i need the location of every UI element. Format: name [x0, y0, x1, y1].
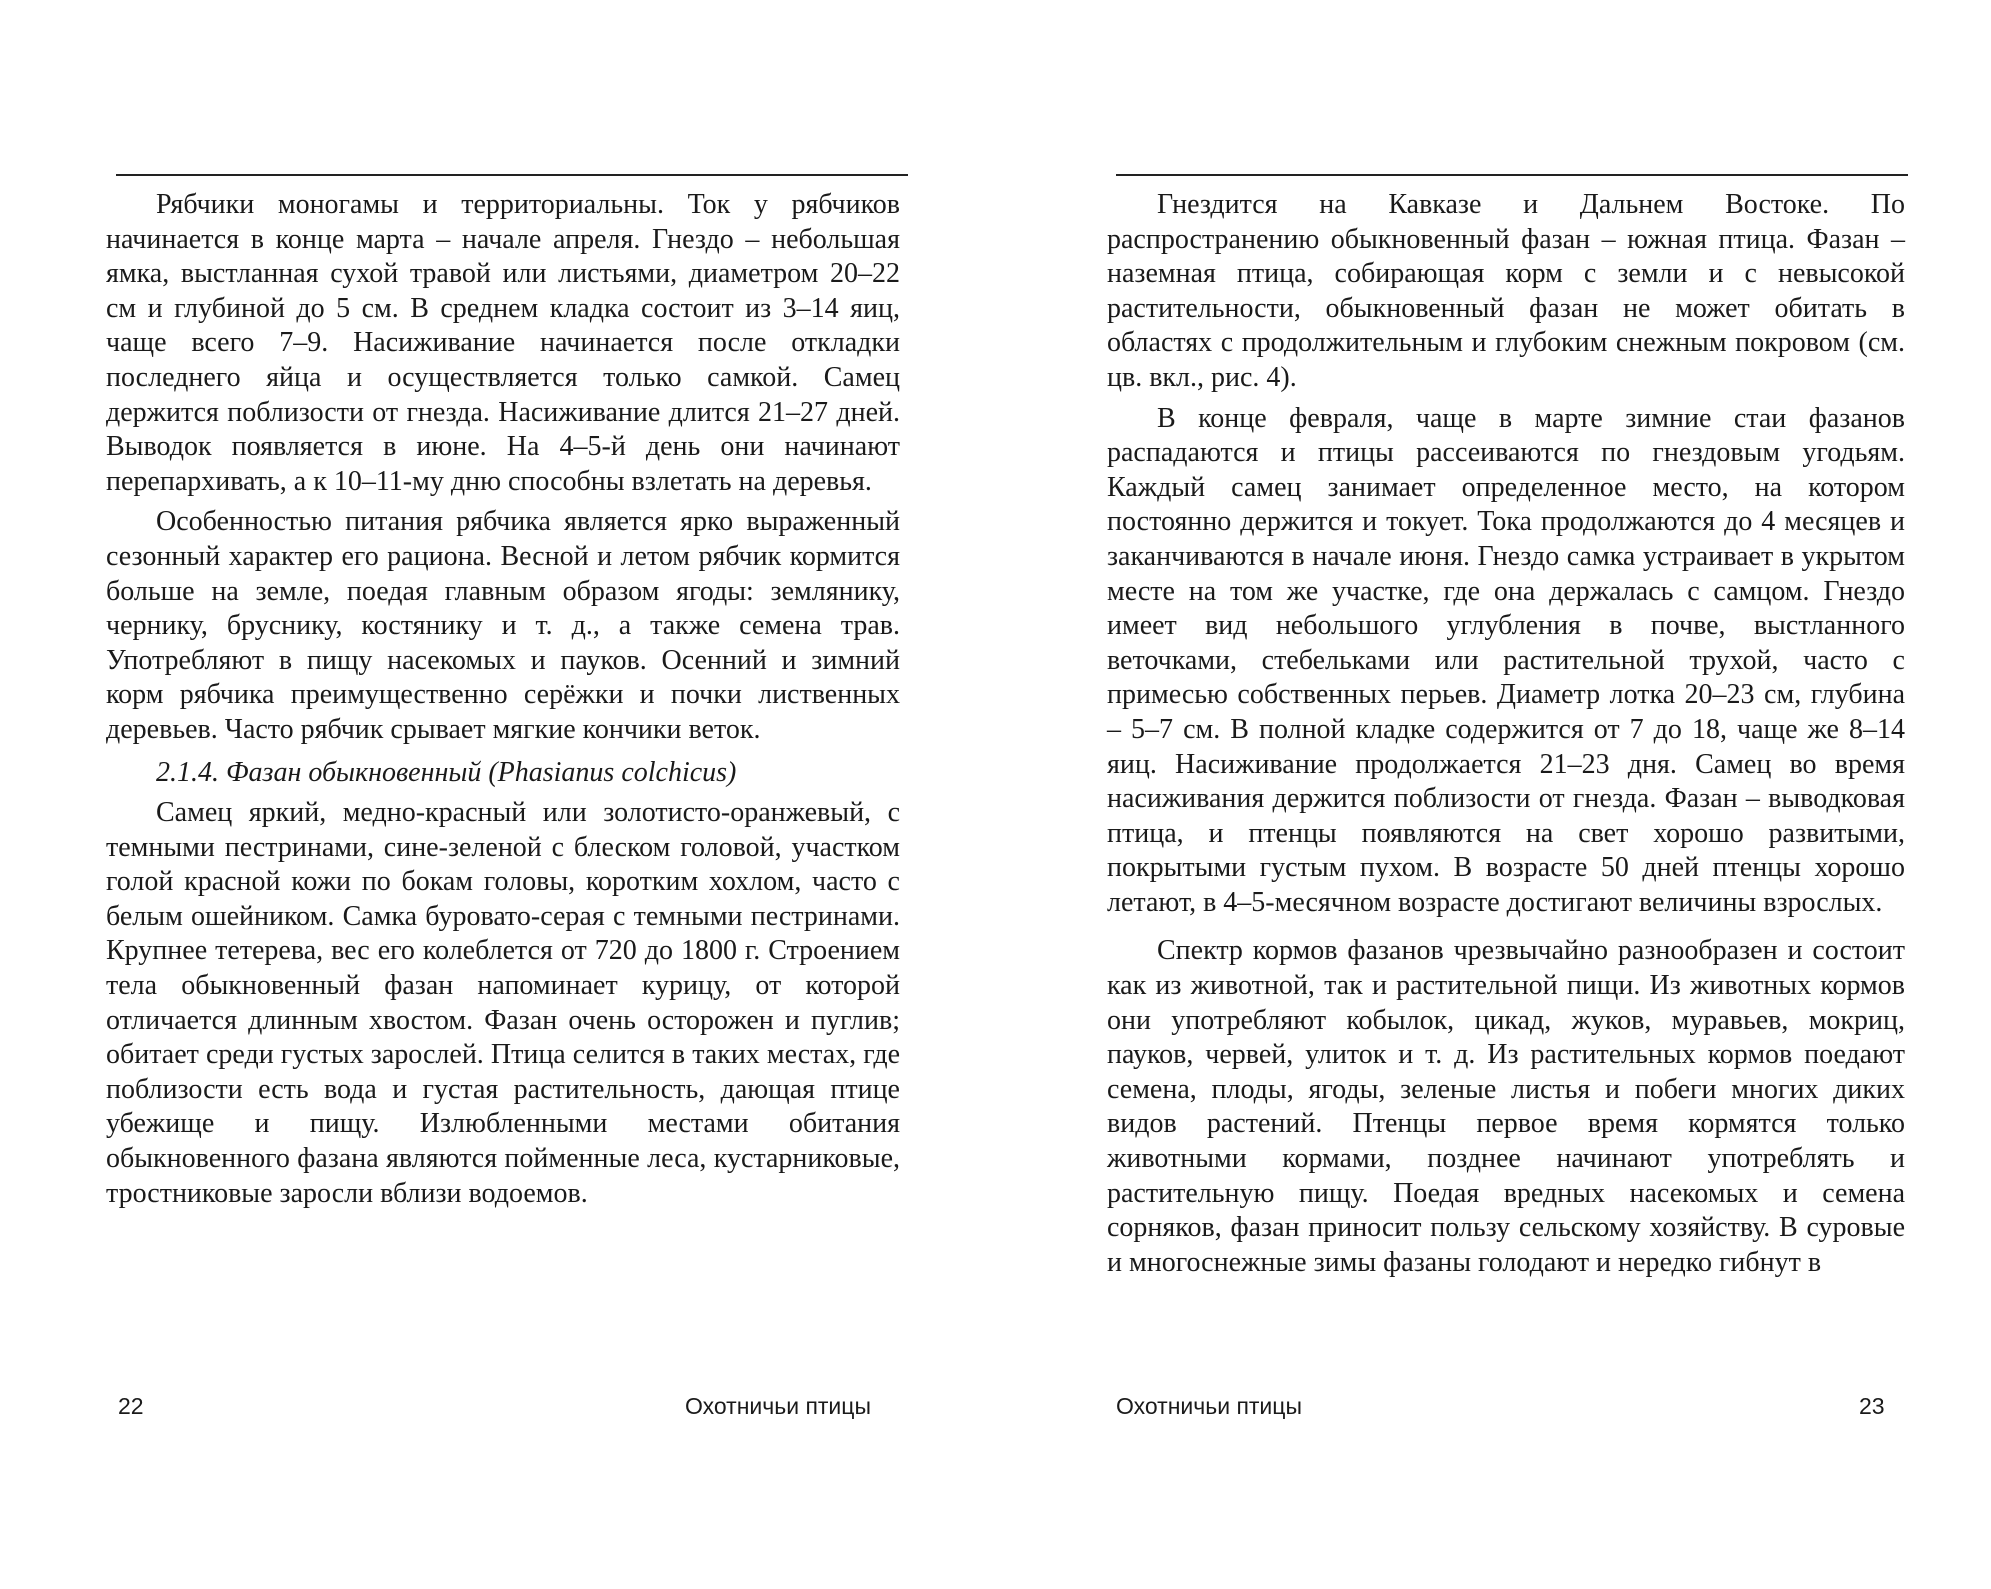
page-number: 22	[118, 1393, 144, 1419]
page-number: 23	[1859, 1393, 1885, 1419]
right-page	[995, 0, 1991, 1589]
left-page	[0, 0, 995, 1589]
top-rule	[1116, 174, 1908, 176]
right-page-text	[1107, 188, 1905, 1280]
left-page-text	[106, 188, 900, 1211]
running-head: Охотничьи птицы	[685, 1393, 871, 1419]
paragraph: В конце февраля, чаще в марте зимние стаи фазанов распадаются и птицы рассеиваются по гнездовым угодьям. Каждый самец занимает определенное место, на котором постоянно держится и токует. Тока продолжаются до 4 месяцев и заканчиваются в начале июня. Гнездо самка устраивает в укрытом месте на том же участке, где она держалась с самцом. Гнездо имеет вид небольшого углубления в почве, выстланного веточками, стебельками или растительной трухой, часто с примесью собственных перьев. Диаметр лотка 20–23 см, глубина – 5–7 см. В полной кладке содержится от 7 до 18, чаще же 8–14 яиц. Насиживание продолжается 21–23 дня. Самец во время насиживания держится поблизости от гнезда. Фазан – выводковая птица, и птенцы появляются на свет хорошо развитыми, покрытыми густым пухом. В возрасте 50 дней птенцы хорошо летают, в 4–5-месячном возрасте достигают величины взрослых.	[1107, 402, 1905, 918]
section-heading: 2.1.4. Фазан обыкновенный (Phasianus colchicus)	[156, 756, 737, 788]
paragraph: Рябчики моногамы и территориальны. Ток у рябчиков начинается в конце марта – начале апреля. Гнездо – небольшая ямка, выстланная сухой травой или листьями, диаметром 20–22 см и глубиной до 5 см. В среднем кладка состоит из 3–14 яиц, чаще всего 7–9. Насиживание начинается после откладки последнего яйца и осуществляется только самкой. Самец держится поблизости от гнезда. Насиживание длится 21–27 дней. Выводок появляется в июне. На 4–5-й день они начинают перепархивать, а к 10–11-му дню способны взлетать на деревья.	[106, 189, 900, 497]
paragraph: Особенностью питания рябчика является ярко выраженный сезонный характер его рациона. Весной и летом рябчик кормится больше на земле, поедая главным образом ягоды: землянику, чернику, бруснику, костянику и т. д., а также семена трав. Употребляют в пищу насекомых и пауков. Осенний и зимний корм рябчика преимущественно серёжки и почки лиственных деревьев. Часто рябчик срывает мягкие кончики веток.	[106, 506, 900, 745]
paragraph: Гнездится на Кавказе и Дальнем Востоке. По распространению обыкновенный фазан – южная птица. Фазан – наземная птица, собирающая корм с земли и с невысокой растительности, обыкновенный фазан не может обитать в областях с продолжительным и глубоким снежным покровом (см. цв. вкл., рис. 4).	[1107, 189, 1905, 393]
top-rule	[116, 174, 908, 176]
running-head: Охотничьи птицы	[1116, 1393, 1302, 1419]
paragraph: Самец яркий, медно-красный или золотисто-оранжевый, с темными пестринами, сине-зеленой с блеском головой, участком голой красной кожи по бокам головы, коротким хохлом, часто с белым ошейником. Самка буровато-серая с темными пестринами. Крупнее тетерева, вес его колеблется от 720 до 1800 г. Строением тела обыкновенный фазан напоминает курицу, от которой отличается длинным хвостом. Фазан очень осторожен и пуглив; обитает среди густых зарослей. Птица селится в таких местах, где поблизости есть вода и густая растительность, дающая птице убежище и пищу. Излюбленными местами обитания обыкновенного фазана являются пойменные леса, кустарниковые, тростниковые заросли вблизи водоемов.	[106, 797, 900, 1209]
paragraph: Спектр кормов фазанов чрезвычайно разнообразен и состоит как из животной, так и растительной пищи. Из животных кормов они употребляют кобылок, цикад, жуков, муравьев, мокриц, пауков, червей, улиток и т. д. Из растительных кормов поедают семена, плоды, ягоды, зеленые листья и побеги многих диких видов растений. Птенцы первое время кормятся только животными кормами, позднее начинают употреблять и растительную пищу. Поедая вредных насекомых и семена сорняков, фазан приносит пользу сельскому хозяйству. В суровые и многоснежные зимы фазаны голодают и нередко гибнут в	[1107, 935, 1905, 1278]
